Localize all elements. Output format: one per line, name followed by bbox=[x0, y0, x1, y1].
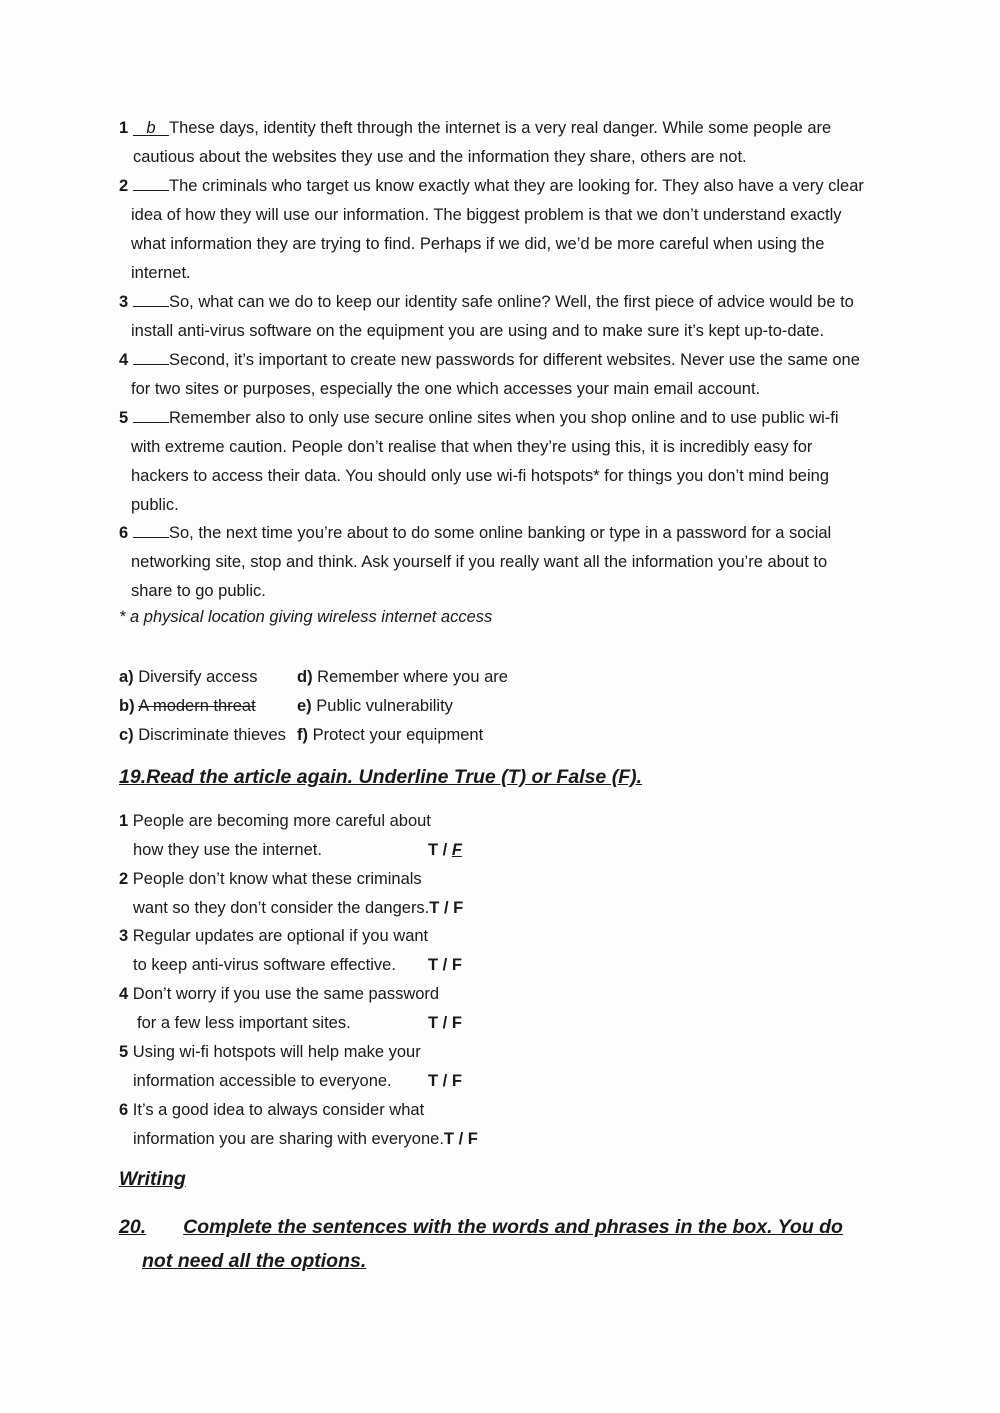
option-c: c) Discriminate thieves bbox=[119, 726, 286, 744]
option-e: e) Public vulnerability bbox=[297, 697, 453, 715]
tf-mark-1[interactable]: T / F bbox=[428, 841, 462, 859]
option-f: f) Protect your equipment bbox=[297, 726, 484, 744]
footnote: * a physical location giving wireless internet access bbox=[119, 608, 493, 626]
tf-mark-3[interactable]: T / F bbox=[428, 956, 462, 974]
article-paragraph-1: 1 b These days, identity theft through the internet is a very real danger. While some people are cautious about the websites they use and the information they share, others are not. bbox=[119, 119, 832, 166]
option-a: a) Diversify access bbox=[119, 668, 258, 686]
article-paragraph-4: 4 Second, it’s important to create new passwords for different websites. Never use the same one for two sites or purposes, especially the one which accesses your main email account. bbox=[119, 351, 860, 398]
tf-item-4: 4 Don’t worry if you use the same password for a few less important sites. T / F bbox=[119, 980, 619, 1038]
tf-item-1: 1 People are becoming more careful about how they use the internet. T / F bbox=[119, 807, 619, 865]
writing-heading: Writing bbox=[119, 1168, 186, 1190]
answer-blank-5[interactable] bbox=[133, 408, 169, 423]
tf-item-2: 2 People don’t know what these criminals want so they don’t consider the dangers.T / F bbox=[119, 870, 464, 917]
answer-blank-3[interactable] bbox=[133, 292, 169, 307]
article-paragraph-5: 5 Remember also to only use secure online sites when you shop online and to use public wi-fi with extreme caution. People don’t realise that when they’re using this, it is incredibly easy for hackers to access their data. You should only use wi-fi hotspots* for things you don’t mind being public. bbox=[119, 409, 839, 514]
tf-item-3: 3 Regular updates are optional if you want to keep anti-virus software effective. T / F bbox=[119, 922, 619, 980]
article-paragraph-2: 2 The criminals who target us know exactly what they are looking for. They also have a very clear idea of how they will use our information. The biggest problem is that we don’t understand exactly what information they are trying to find. Perhaps if we did, we’d be more careful when using the internet. bbox=[119, 177, 864, 282]
tf-mark-4[interactable]: T / F bbox=[428, 1014, 462, 1032]
section-19-heading: 19.Read the article again. Underline True (T) or False (F). bbox=[119, 766, 643, 788]
answer-blank-6[interactable] bbox=[133, 523, 169, 538]
answer-blank-1[interactable]: b bbox=[133, 121, 169, 136]
option-b: b) A modern threat bbox=[119, 697, 256, 715]
section-20-heading: 20. Complete the sentences with the words and phrases in the box. You do not need all the options. bbox=[119, 1216, 843, 1272]
answer-blank-2[interactable] bbox=[133, 176, 169, 191]
tf-mark-6[interactable]: T / F bbox=[443, 1130, 478, 1148]
option-d: d) Remember where you are bbox=[297, 668, 508, 686]
tf-item-6: 6 It’s a good idea to always consider what information you are sharing with everyone.T / F bbox=[119, 1101, 478, 1148]
article-paragraph-6: 6 So, the next time you’re about to do some online banking or type in a password for a social networking site, stop and think. Ask yourself if you really want all the information you’re about to share to go public. bbox=[119, 524, 832, 600]
answer-blank-4[interactable] bbox=[133, 350, 169, 365]
tf-mark-2[interactable]: T / F bbox=[429, 899, 464, 917]
article-paragraph-3: 3 So, what can we do to keep our identity safe online? Well, the first piece of advice would be to install anti-virus software on the equipment you are using and to make sure it’s kept up-to-date. bbox=[119, 293, 854, 340]
tf-item-5: 5 Using wi-fi hotspots will help make your information accessible to everyone. T / F bbox=[119, 1038, 619, 1096]
tf-mark-5[interactable]: T / F bbox=[428, 1072, 462, 1090]
